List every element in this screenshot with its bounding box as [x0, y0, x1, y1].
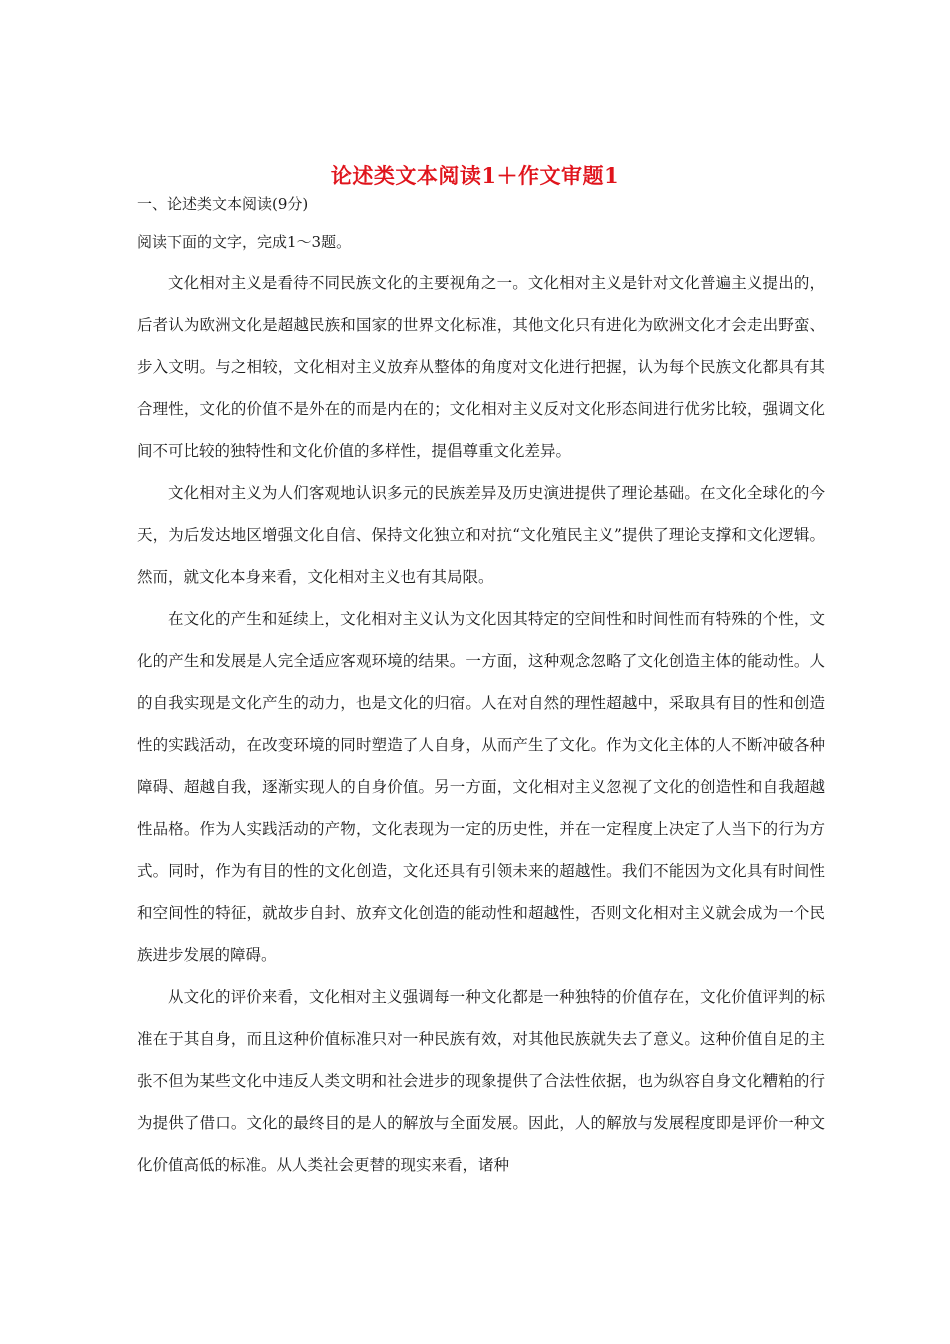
paragraph-1: 文化相对主义是看待不同民族文化的主要视角之一。文化相对主义是针对文化普遍主义提出的，后者认为欧洲文化是超越民族和国家的世界文化标准，其他文化只有进化为欧洲文化才会走出野蛮、步入文明。与之相较，文化相对主义放弃从整体的角度对文化进行把握，认为每个民族文化都具有其合理性，文化的价值不是外在的而是内在的；文化相对主义反对文化形态间进行优劣比较，强调文化间不可比较的独特性和文化价值的多样性，提倡尊重文化差异。: [137, 274, 825, 460]
paragraph-2: 文化相对主义为人们客观地认识多元的民族差异及历史演进提供了理论基础。在文化全球化的今天，为后发达地区增强文化自信、保持文化独立和对抗“文化殖民主义”提供了理论支撑和文化逻辑。然而，就文化本身来看，文化相对主义也有其局限。: [137, 484, 825, 586]
paragraph-3: 在文化的产生和延续上，文化相对主义认为文化因其特定的空间性和时间性而有特殊的个性，文化的产生和发展是人完全适应客观环境的结果。一方面，这种观念忽略了文化创造主体的能动性。人的自我实现是文化产生的动力，也是文化的归宿。人在对自然的理性超越中，采取具有目的性和创造性的实践活动，在改变环境的同时塑造了人自身，从而产生了文化。作为文化主体的人不断冲破各种障碍、超越自我，逐渐实现人的自身价值。另一方面，文化相对主义忽视了文化的创造性和自我超越性品格。作为人实践活动的产物，文化表现为一定的历史性，并在一定程度上决定了人当下的行为方式。同时，作为有目的性的文化创造，文化还具有引领未来的超越性。我们不能因为文化具有时间性和空间性的特征，就故步自封、放弃文化创造的能动性和超越性，否则文化相对主义就会成为一个民族进步发展的障碍。: [137, 610, 825, 964]
section-heading: 一、论述类文本阅读(9分): [137, 195, 309, 213]
article-body: [137, 262, 825, 1186]
paragraph-4: 从文化的评价来看，文化相对主义强调每一种文化都是一种独特的价值存在，文化价值评判的标准在于其自身，而且这种价值标准只对一种民族有效，对其他民族就失去了意义。这种价值自足的主张不但为某些文化中违反人类文明和社会进步的现象提供了合法性依据，也为纵容自身文化糟粕的行为提供了借口。文化的最终目的是人的解放与全面发展。因此，人的解放与发展程度即是评价一种文化价值高低的标准。从人类社会更替的现实来看，诸种: [137, 988, 825, 1174]
document-title: 论述类文本阅读1＋作文审题1: [330, 163, 620, 188]
reading-instruction: 阅读下面的文字，完成1～3题。: [137, 233, 352, 251]
